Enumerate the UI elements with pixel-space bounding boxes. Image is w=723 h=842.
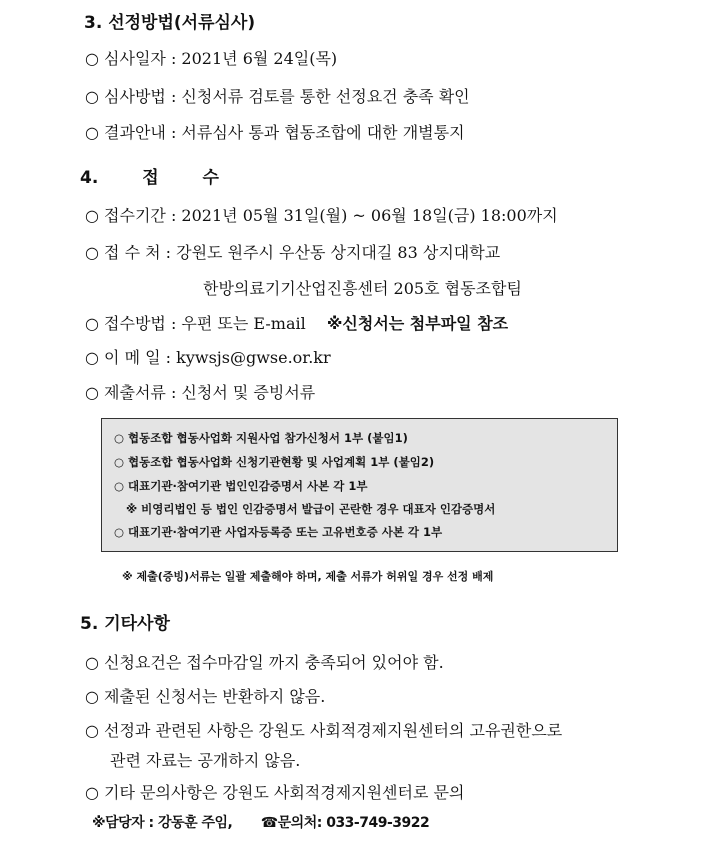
section3-item-method: ○ 심사방법 : 신청서류 검토를 통한 선정요건 충족 확인 [85, 87, 470, 106]
box-item-business-registration: ○ 대표기관·참여기관 사업자등록증 또는 고유번호증 사본 각 1부 [114, 525, 443, 539]
contact-person: ※담당자 : 강동훈 주임, [92, 815, 233, 831]
section4-method [85, 311, 508, 334]
section5-item-authority-line2: 관련 자료는 공개하지 않음. [110, 751, 301, 770]
section4-email[interactable]: ○ 이 메 일 : kywsjs@gwse.or.kr [85, 348, 331, 367]
submission-warning: ※ 제출(증빙)서류는 일괄 제출해야 하며, 제출 서류가 허위일 경우 선정 배제 [122, 570, 494, 583]
section4-title: 4. 접 수 [80, 168, 219, 188]
section4-place-line2: 한방의료기기산업진흥센터 205호 협동조합팀 [203, 279, 522, 298]
section5-item-authority: ○ 선정과 관련된 사항은 강원도 사회적경제지원센터의 고유권한으로 [85, 721, 563, 740]
box-item-business-plan: ○ 협동조합 협동사업화 신청기관현황 및 사업계획 1부 (붙임2) [114, 455, 435, 469]
contact-phone: ☎문의처: 033-749-3922 [260, 815, 430, 831]
section3-item-result: ○ 결과안내 : 서류심사 통과 협동조합에 대한 개별통지 [85, 123, 465, 142]
box-item-seal-note: ※ 비영리법인 등 법인 인감증명서 발급이 곤란한 경우 대표자 인감증명서 [126, 502, 496, 516]
section3-title: 3. 선정방법(서류심사) [84, 13, 256, 33]
section4-method-text: ○ 접수방법 : 우편 또는 E-mail [85, 314, 306, 333]
section5-item-no-return: ○ 제출된 신청서는 반환하지 않음. [85, 687, 326, 706]
section4-method-note: ※신청서는 첨부파일 참조 [326, 314, 509, 333]
section5-item-inquiry: ○ 기타 문의사항은 강원도 사회적경제지원센터로 문의 [85, 783, 465, 802]
section4-place: ○ 접 수 처 : 강원도 원주시 우산동 상지대길 83 상지대학교 [85, 243, 501, 262]
section5-title: 5. 기타사항 [80, 614, 170, 634]
section5-item-requirement: ○ 신청요건은 접수마감일 까지 충족되어 있어야 함. [85, 653, 444, 672]
required-documents-box [101, 418, 618, 552]
box-item-seal-certificate: ○ 대표기관·참여기관 법인인감증명서 사본 각 1부 [114, 479, 368, 493]
contact-line [92, 812, 429, 832]
section4-period: ○ 접수기간 : 2021년 05월 31일(월) ~ 06월 18일(금) 18:00까지 [85, 206, 558, 225]
section3-item-date: ○ 심사일자 : 2021년 6월 24일(목) [85, 49, 338, 68]
section4-docs: ○ 제출서류 : 신청서 및 증빙서류 [85, 383, 316, 402]
box-item-application: ○ 협동조합 협동사업화 지원사업 참가신청서 1부 (붙임1) [114, 431, 408, 445]
